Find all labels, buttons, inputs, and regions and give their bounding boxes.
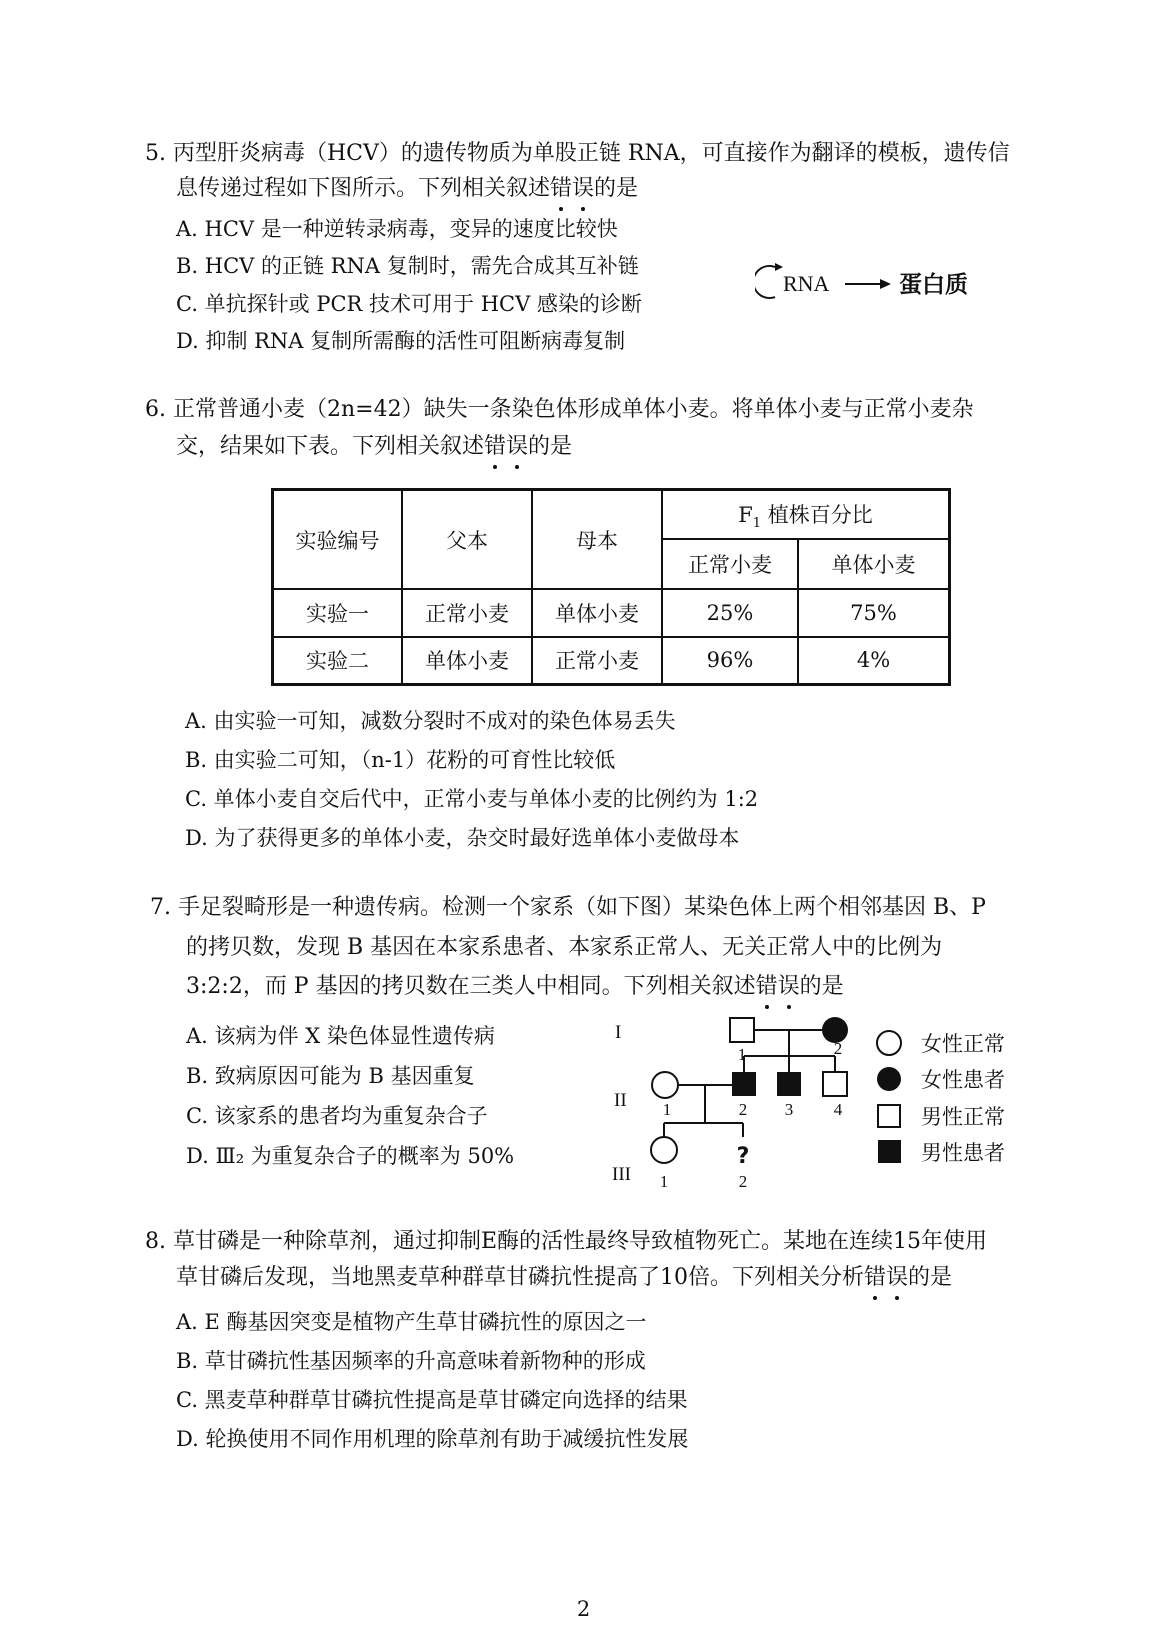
individual-number: 4 <box>833 1100 843 1119</box>
option-a: A. 该病为伴 X 染色体显性遗传病 <box>186 1024 495 1048</box>
header-mother: 母本 <box>532 490 662 590</box>
question-number: 8. <box>145 1229 166 1254</box>
cell-mono: 4% <box>798 637 950 685</box>
header-monosomic-wheat: 单体小麦 <box>798 539 950 589</box>
question-number: 6. <box>145 397 166 422</box>
header-f1-percent: $F_1$ 植株百分比 <box>662 490 950 540</box>
female-normal-legend-icon <box>877 1031 901 1055</box>
header-father: 父本 <box>402 490 532 590</box>
cell-normal: 96% <box>662 637 798 685</box>
option-c: C. 该家系的患者均为重复杂合子 <box>186 1104 488 1128</box>
option-a: A. 由实验一可知，减数分裂时不成对的染色体易丢失 <box>185 709 676 733</box>
male-affected-legend-icon <box>878 1140 901 1163</box>
question-stem: 交，结果如下表。下列相关叙述 <box>176 434 485 459</box>
rna-label: RNA <box>783 271 830 296</box>
individual-number: 2 <box>738 1172 748 1191</box>
male-normal-symbol <box>823 1072 847 1096</box>
question-stem: 的拷贝数，发现 B 基因在本家系患者、本家系正常人、无关正常人中的比例为 <box>186 935 943 960</box>
individual-number: 2 <box>738 1100 748 1119</box>
question-stem: 草甘磷后发现，当地黑麦草种群草甘磷抗性提高了10倍。下列相关分析 <box>176 1265 864 1290</box>
male-affected-symbol <box>777 1072 801 1096</box>
emphasis-char: 误 <box>886 1263 908 1293</box>
question-stem: 丙型肝炎病毒（HCV）的遗传物质为单股正链 RNA，可直接作为翻译的模板，遗传信 <box>173 141 1010 166</box>
pedigree-legend <box>870 1025 1040 1185</box>
generation-label: I <box>615 1022 622 1043</box>
legend-label: 男性患者 <box>921 1141 1005 1165</box>
emphasis-char: 误 <box>572 174 594 204</box>
generation-label: II <box>614 1090 627 1111</box>
male-normal-legend-icon <box>878 1105 900 1127</box>
emphasis-char: 错 <box>550 174 572 204</box>
page-number: 2 <box>576 1597 591 1621</box>
emphasis-char: 错 <box>484 432 506 462</box>
emphasis-char: 误 <box>778 972 800 1002</box>
option-b: B. 致病原因可能为 B 基因重复 <box>186 1064 475 1088</box>
question-stem: 息传递过程如下图所示。下列相关叙述 <box>176 176 551 201</box>
option-c: C. 黑麦草种群草甘磷抗性提高是草甘磷定向选择的结果 <box>176 1388 688 1412</box>
cell-father: 正常小麦 <box>402 589 532 637</box>
emphasis-char: 误 <box>506 432 528 462</box>
legend-label: 女性正常 <box>921 1032 1005 1056</box>
rna-protein-diagram <box>755 255 995 315</box>
emphasis-char: 错 <box>864 1263 886 1293</box>
legend-label: 男性正常 <box>921 1105 1005 1129</box>
option-d: D. 抑制 RNA 复制所需酶的活性可阻断病毒复制 <box>176 329 626 353</box>
option-a: A. E 酶基因突变是植物产生草甘磷抗性的原因之一 <box>176 1310 647 1334</box>
option-b: B. HCV 的正链 RNA 复制时，需先合成其互补链 <box>176 254 639 278</box>
question-stem: 草甘磷是一种除草剂，通过抑制E酶的活性最终导致植物死亡。某地在连续15年使用 <box>173 1229 988 1254</box>
option-c: C. 单体小麦自交后代中，正常小麦与单体小麦的比例约为 1:2 <box>185 787 759 811</box>
replication-arrow-icon <box>755 266 775 298</box>
table-row <box>273 589 950 637</box>
question-number: 7. <box>150 895 171 920</box>
question-number: 5. <box>145 141 166 166</box>
header-normal-wheat: 正常小麦 <box>662 539 798 589</box>
results-table <box>271 488 951 686</box>
table-row <box>273 637 950 685</box>
individual-number: 1 <box>662 1100 672 1119</box>
option-d: D. 轮换使用不同作用机理的除草剂有助于减缓抗性发展 <box>176 1427 689 1451</box>
protein-label: 蛋白质 <box>899 272 968 298</box>
individual-number: 3 <box>784 1100 794 1119</box>
female-normal-symbol <box>651 1137 677 1163</box>
individual-number: 1 <box>737 1045 747 1064</box>
cell-id: 实验二 <box>273 637 403 685</box>
generation-label: III <box>612 1164 631 1185</box>
unknown-phenotype-mark: ? <box>736 1144 750 1169</box>
option-c: C. 单抗探针或 PCR 技术可用于 HCV 感染的诊断 <box>176 292 642 316</box>
cell-mother: 单体小麦 <box>532 589 662 637</box>
male-normal-symbol <box>730 1018 754 1042</box>
arrow-icon <box>880 279 891 289</box>
option-b: B. 草甘磷抗性基因频率的升高意味着新物种的形成 <box>176 1349 646 1373</box>
option-b: B. 由实验二可知，（n-1）花粉的可育性比较低 <box>185 748 616 772</box>
option-d: D. Ⅲ₂ 为重复杂合子的概率为 50% <box>186 1144 515 1168</box>
header-experiment-id: 实验编号 <box>273 490 403 590</box>
individual-number: 2 <box>833 1039 843 1058</box>
question-stem: 手足裂畸形是一种遗传病。检测一个家系（如下图）某染色体上两个相邻基因 B、P <box>178 895 986 920</box>
option-a: A. HCV 是一种逆转录病毒，变异的速度比较快 <box>176 217 618 241</box>
cell-mother: 正常小麦 <box>532 637 662 685</box>
male-affected-symbol <box>732 1072 756 1096</box>
cell-father: 单体小麦 <box>402 637 532 685</box>
female-affected-legend-icon <box>877 1067 901 1091</box>
question-stem: 3:2:2，而 P 基因的拷贝数在三类人中相同。下列相关叙述 <box>186 974 756 999</box>
question-stem: 正常普通小麦（2n=42）缺失一条染色体形成单体小麦。将单体小麦与正常小麦杂 <box>173 397 974 422</box>
individual-number: 1 <box>659 1172 669 1191</box>
cell-normal: 25% <box>662 589 798 637</box>
cell-mono: 75% <box>798 589 950 637</box>
legend-label: 女性患者 <box>921 1068 1005 1092</box>
female-normal-symbol <box>652 1072 678 1098</box>
emphasis-char: 错 <box>756 972 778 1002</box>
option-d: D. 为了获得更多的单体小麦，杂交时最好选单体小麦做母本 <box>185 826 740 850</box>
cell-id: 实验一 <box>273 589 403 637</box>
